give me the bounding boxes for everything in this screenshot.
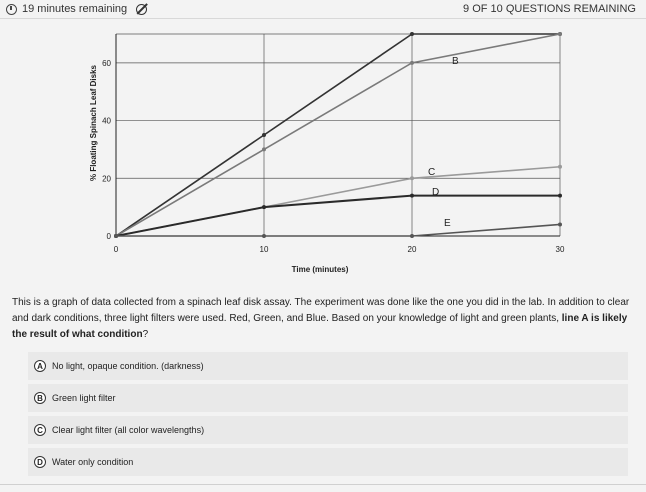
series-3-point-1: [262, 205, 266, 209]
x-tick-label-2: 20: [407, 245, 417, 254]
series-line-4: [116, 224, 560, 236]
series-line-0: [116, 34, 560, 236]
bottom-divider: [0, 484, 646, 485]
series-4-point-2: [410, 234, 414, 238]
option-b-label: Green light filter: [52, 393, 116, 403]
series-3-point-2: [410, 194, 414, 198]
series-4-point-3: [558, 222, 562, 226]
line-chart: [0, 20, 646, 282]
x-axis-label: Time (minutes): [291, 265, 349, 274]
series-2-point-2: [410, 176, 414, 180]
y-tick-label-1: 20: [102, 174, 111, 184]
option-d-letter: D: [34, 456, 46, 468]
y-axis-label: % Floating Spinach Leaf Disks: [89, 64, 98, 182]
question-body: This is a graph of data collected from a spinach leaf disk assay. The experiment was done like the one you did in the lab. In addition to clear and dark conditions, three light filters were used. Red, Green, and Blue. Based on your knowledge of light and green plants,: [12, 297, 630, 324]
option-b-letter: B: [34, 392, 46, 404]
header-divider: [0, 18, 646, 19]
series-1-point-2: [410, 61, 414, 65]
x-tick-label-0: 0: [113, 245, 119, 254]
series-4-point-1: [262, 234, 266, 238]
question-bold: line A is likely the result of what condition: [12, 313, 628, 340]
timer-text: 19 minutes remaining: [22, 3, 128, 15]
series-3-point-3: [558, 194, 562, 198]
option-a-label: No light, opaque condition. (darkness): [52, 361, 204, 371]
option-d[interactable]: [28, 448, 628, 476]
y-tick-label-2: 40: [102, 116, 111, 126]
x-tick-label-3: 30: [555, 245, 565, 254]
series-line-1: [116, 34, 560, 236]
series-0-point-1: [262, 133, 266, 137]
question-text: [12, 295, 632, 343]
option-d-label: Water only condition: [52, 457, 134, 467]
series-label-c: C: [428, 167, 436, 178]
question-end: ?: [142, 329, 149, 340]
y-tick-label-3: 60: [102, 58, 111, 68]
timer-icon: [6, 4, 17, 15]
series-0-point-2: [410, 32, 414, 36]
question-progress: 9 OF 10 QUESTIONS REMAINING: [463, 3, 636, 15]
hide-timer-icon[interactable]: [136, 4, 147, 15]
option-a[interactable]: [28, 352, 628, 380]
chart-grid: [116, 34, 560, 236]
series-4-point-0: [114, 234, 118, 238]
series-label-b: B: [452, 56, 459, 67]
chart-axes: [116, 34, 560, 236]
x-tick-label-1: 10: [259, 245, 269, 254]
series-1-point-3: [558, 32, 562, 36]
series-2-point-3: [558, 165, 562, 169]
series-label-d: D: [432, 187, 440, 198]
option-c-letter: C: [34, 424, 46, 436]
timer: [6, 3, 147, 15]
top-bar: [0, 0, 646, 18]
option-b[interactable]: [28, 384, 628, 412]
y-tick-label-0: 0: [106, 232, 111, 241]
option-c-label: Clear light filter (all color wavelengths): [52, 425, 205, 435]
series-1-point-1: [262, 147, 266, 151]
option-c[interactable]: [28, 416, 628, 444]
option-a-letter: A: [34, 360, 46, 372]
series-label-e: E: [444, 218, 451, 229]
